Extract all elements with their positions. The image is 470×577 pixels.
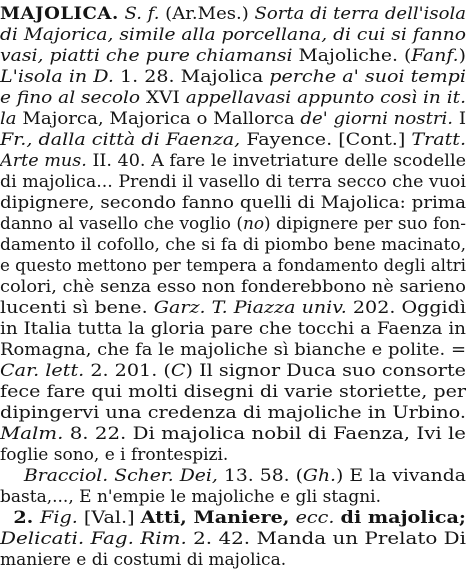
text-segment: Tratt. [411,130,467,150]
entry-line [0,546,470,574]
text-segment: C [170,361,186,381]
text-segment: in Italia tutta la gloria pare che tocchi a Faenza in [0,319,466,339]
text-segment: la [0,109,17,129]
text-segment: ) Il signor Duca suo consorte [185,361,466,381]
text-segment: de' giorni nostri. [300,109,454,129]
headword: MAJOLICA. [0,4,119,24]
text-segment: 2. 201. ( [84,361,171,381]
text-segment: Delicati. Fag. Rim. [0,529,187,549]
text-segment: Fanf. [411,46,459,66]
text-segment: Car. lett. [0,361,85,381]
text-segment: Majoliche. ( [292,46,412,66]
text-segment: Malm. [0,424,64,444]
text-segment: Romagna, che fa le majoliche sì bianche e polite. = [0,340,466,360]
text-segment: Atti, Maniere, [140,508,290,528]
text-segment: 2. 42. Manda un Prelato Di [186,529,467,549]
text-segment: 202. Oggidì [346,298,466,318]
text-segment: basta,..., E n'empie le majoliche e gli stagni. [0,487,381,507]
text-segment: 2. [0,508,41,528]
text-segment: 13. 58. ( [217,466,303,486]
text-segment: colori, chè senza esso non fonderebbono nè sarieno [0,277,466,297]
text-segment: lucenti sì bene. [0,298,154,318]
text-segment: Sorta di terra dell'isola [254,4,466,24]
text-segment: danno al vasello che voglio ( [0,214,243,234]
text-segment: II. 40. A fare le invetriature delle scodelle [86,151,466,171]
text-segment: ) dipignere per suo fon- [264,214,467,234]
text-segment: Gh. [302,466,337,486]
text-segment: vasi, piatti che pure chiamansi [0,46,293,66]
text-segment: e questo mettono per tempera a fondamento degli altri [0,256,466,276]
text-segment: [Val.] [77,508,141,528]
text-segment: di majolica; [340,508,467,528]
text-segment: Fig. [40,508,78,528]
text-segment: ecc. [295,508,335,528]
text-segment: S. f. [124,4,160,24]
text-segment: dipingervi una credenza di majoliche in Urbino. [0,403,467,423]
text-segment: ) [458,46,467,66]
text-segment: perche a' suoi tempi [269,67,466,87]
text-segment: L'isola in D. [0,67,114,87]
text-segment: ) E la vivanda [336,466,466,486]
text-segment: Majorca, Majorica o Mallorca [16,109,301,129]
text-segment: Bracciol. Scher. Dei, [23,466,218,486]
text-segment: Fayence. [Cont.] [240,130,412,150]
text-segment: Fr., dalla città di Faenza, [0,130,241,150]
line-text [0,546,286,574]
text-segment: Arte mus. [0,151,87,171]
text-segment: Garz. T. Piazza univ. [153,298,347,318]
text-segment: foglie sono, e i frontespizi. [0,445,229,465]
text-segment: 1. 28. Majolica [113,67,270,87]
text-segment: appellavasi appunto così in it. [185,88,466,108]
text-segment: damento il cofollo, che si fa di piombo bene macinato, [0,235,466,255]
text-segment: di majolica... Prendi il vasello di terra secco che vuoi [0,172,466,192]
text-segment: e fino al secolo [0,88,141,108]
text-segment: fece fare qui molti disegni di varie storiette, per [0,382,467,402]
text-segment: (Ar.Mes.) [159,4,255,24]
text-segment: maniere e di costumi di majolica. [0,550,287,570]
text-segment: no [242,214,265,234]
text-segment: dipignere, secondo fanno quelli di Majolica: prima [0,193,466,213]
text-segment: di Majorica, simile alla porcellana, di cui si fanno [0,25,466,45]
text-segment: I [453,109,467,129]
text-segment: XVI [140,88,186,108]
text-segment: 8. 22. Di majolica nobil di Faenza, Ivi le [63,424,467,444]
